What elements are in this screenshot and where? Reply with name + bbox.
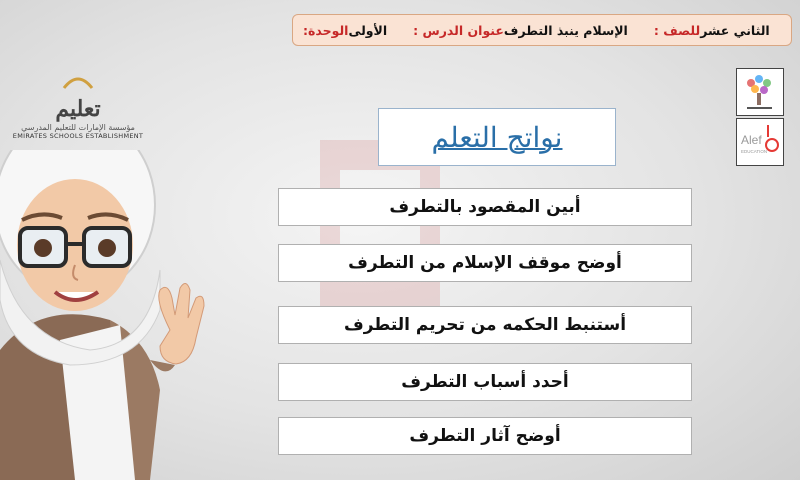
unit-label: الوحدة: [303, 22, 349, 38]
grade-label: للصف : [653, 22, 701, 38]
grade-value: الثاني عشر [700, 22, 770, 38]
teacher-avatar-illustration [0, 150, 300, 480]
brand-arabic-name: تعليم [55, 96, 101, 122]
outcome-item-2[interactable]: أوضح موقف الإسلام من التطرف [278, 244, 692, 282]
outcome-item-1[interactable]: أبين المقصود بالتطرف [278, 188, 692, 226]
outcome-item-4[interactable]: أحدد أسباب التطرف [278, 363, 692, 401]
alef-logo-subtitle: EDUCATION [741, 149, 768, 154]
page-title: نواتج التعلم [431, 120, 563, 154]
lesson-title-label: عنوان الدرس : [413, 22, 504, 38]
tree-logo-icon [736, 68, 784, 116]
brand-english-name: EMIRATES SCHOOLS ESTABLISHMENT [12, 132, 144, 140]
unit-value: الأولى [348, 22, 388, 38]
lesson-header-bar [292, 14, 792, 46]
lesson-title-value: الإسلام ينبذ التطرف [503, 22, 628, 38]
outcome-item-3[interactable]: أستنبط الحكمه من تحريم التطرف [278, 306, 692, 344]
brand-arabic-subtitle: مؤسسة الإمارات للتعليم المدرسي [21, 123, 135, 132]
learning-outcomes-title-box [378, 108, 616, 166]
outcome-item-5[interactable]: أوضح آثار التطرف [278, 417, 692, 455]
alef-logo-name: Alef [741, 133, 762, 147]
ese-logo [8, 70, 148, 140]
ese-logo-mark-icon [58, 70, 98, 92]
alef-education-logo [736, 118, 784, 166]
